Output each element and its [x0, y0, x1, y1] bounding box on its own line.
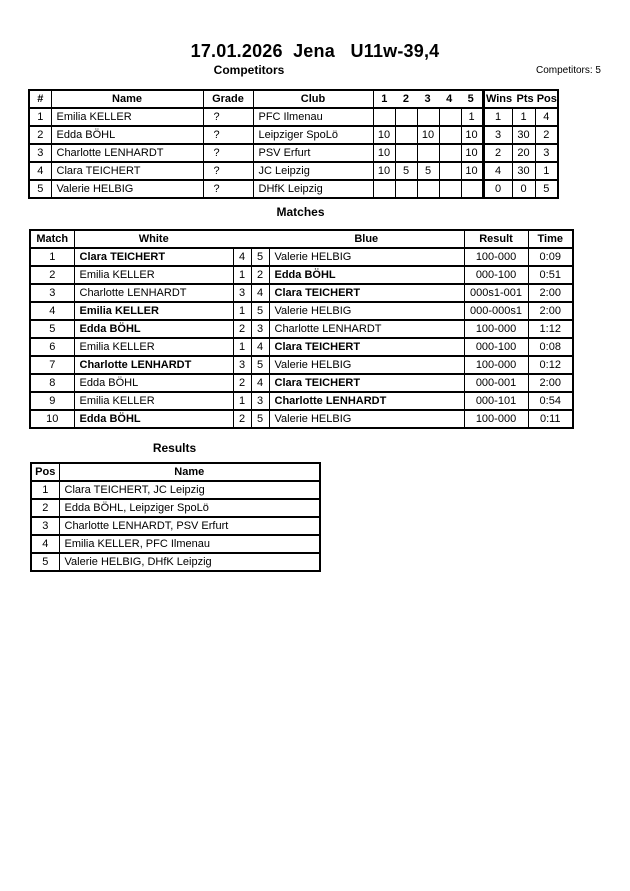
match-time: 0:51 [528, 266, 573, 284]
round-header: 3 [424, 93, 431, 105]
competitors-table [28, 89, 559, 199]
result-pos: 3 [31, 517, 59, 535]
match-time: 0:08 [528, 338, 573, 356]
match-result: 100-000 [464, 248, 528, 266]
competitor-wins: 0 [483, 180, 512, 198]
score-cell [395, 126, 417, 144]
round-header: 1 [381, 93, 388, 105]
score-cell: 10 [373, 144, 395, 162]
white-competitor-id: 3 [233, 284, 251, 302]
score-cell [373, 108, 395, 126]
match-number: 1 [30, 248, 74, 266]
score-cell [417, 144, 439, 162]
competitor-club: DHfK Leipzig [253, 180, 373, 198]
score-cell: 10 [373, 162, 395, 180]
match-result: 000s1-001 [464, 284, 528, 302]
matches-header-row [30, 230, 573, 248]
score-cell [395, 144, 417, 162]
competitor-pos: 2 [535, 126, 558, 144]
competitor-pos: 4 [535, 108, 558, 126]
competitor-club: PSV Erfurt [253, 144, 373, 162]
result-name: Emilia KELLER, PFC Ilmenau [59, 535, 320, 553]
blue-competitor-name: Valerie HELBIG [269, 248, 464, 266]
blue-competitor-id: 5 [251, 356, 269, 374]
competitor-pts: 20 [512, 144, 535, 162]
white-competitor-id: 3 [233, 356, 251, 374]
match-number: 9 [30, 392, 74, 410]
match-time: 2:00 [528, 302, 573, 320]
competitor-pts: 0 [512, 180, 535, 198]
col-header-ids [233, 230, 269, 248]
blue-competitor-id: 4 [251, 374, 269, 392]
result-row [31, 517, 320, 535]
match-time: 0:12 [528, 356, 573, 374]
col-header-points-group [483, 90, 558, 108]
score-cell: 5 [417, 162, 439, 180]
white-competitor-name: Edda BÖHL [74, 374, 233, 392]
col-header-time: Time [528, 230, 573, 248]
score-cell: 10 [461, 126, 483, 144]
match-row [30, 248, 573, 266]
competitor-club: PFC Ilmenau [253, 108, 373, 126]
competitor-pos: 1 [535, 162, 558, 180]
white-competitor-id: 1 [233, 338, 251, 356]
result-row [31, 553, 320, 571]
blue-competitor-name: Valerie HELBIG [269, 356, 464, 374]
competitor-row [29, 144, 558, 162]
match-number: 8 [30, 374, 74, 392]
result-pos: 4 [31, 535, 59, 553]
blue-competitor-name: Charlotte LENHARDT [269, 392, 464, 410]
blue-competitor-id: 2 [251, 266, 269, 284]
score-cell: 5 [395, 162, 417, 180]
result-pos: 2 [31, 499, 59, 517]
page-title: 17.01.2026 Jena U11w-39,4 [190, 41, 440, 61]
competitor-row [29, 180, 558, 198]
blue-competitor-id: 5 [251, 302, 269, 320]
match-row [30, 266, 573, 284]
competitor-name: Charlotte LENHARDT [51, 144, 203, 162]
score-cell: 10 [373, 126, 395, 144]
match-row [30, 338, 573, 356]
blue-competitor-name: Clara TEICHERT [269, 338, 464, 356]
col-header-blue: Blue [269, 230, 464, 248]
white-competitor-id: 1 [233, 302, 251, 320]
blue-competitor-id: 5 [251, 248, 269, 266]
competitor-pts: 1 [512, 108, 535, 126]
competitor-name: Edda BÖHL [51, 126, 203, 144]
match-number: 4 [30, 302, 74, 320]
competitor-row [29, 162, 558, 180]
round-header: 4 [446, 93, 453, 105]
competitor-pos: 5 [535, 180, 558, 198]
score-cell: 10 [461, 162, 483, 180]
competitor-grade: ? [203, 126, 253, 144]
match-time: 0:54 [528, 392, 573, 410]
blue-competitor-name: Charlotte LENHARDT [269, 320, 464, 338]
score-cell [439, 180, 461, 198]
result-name: Valerie HELBIG, DHfK Leipzig [59, 553, 320, 571]
match-row [30, 392, 573, 410]
results-header-row [31, 463, 320, 481]
competitor-club: Leipziger SpoLö [253, 126, 373, 144]
competitor-grade: ? [203, 180, 253, 198]
blue-competitor-name: Clara TEICHERT [269, 284, 464, 302]
competitor-row [29, 126, 558, 144]
white-competitor-id: 2 [233, 374, 251, 392]
competitors-section-heading: Competitors [213, 63, 285, 77]
competitor-pts: 30 [512, 162, 535, 180]
match-row [30, 320, 573, 338]
white-competitor-id: 2 [233, 410, 251, 428]
white-competitor-name: Edda BÖHL [74, 320, 233, 338]
white-competitor-name: Edda BÖHL [74, 410, 233, 428]
white-competitor-name: Charlotte LENHARDT [74, 356, 233, 374]
result-name: Charlotte LENHARDT, PSV Erfurt [59, 517, 320, 535]
score-cell [439, 126, 461, 144]
col-header-white: White [74, 230, 233, 248]
round-header: 2 [402, 93, 409, 105]
competitors-count-label: Competitors: 5 [535, 65, 601, 76]
score-cell [461, 180, 483, 198]
score-cell [439, 144, 461, 162]
match-number: 10 [30, 410, 74, 428]
blue-competitor-name: Edda BÖHL [269, 266, 464, 284]
competitor-wins: 3 [483, 126, 512, 144]
col-header-number: # [29, 90, 51, 108]
score-cell: 10 [417, 126, 439, 144]
white-competitor-id: 4 [233, 248, 251, 266]
match-row [30, 410, 573, 428]
match-row [30, 302, 573, 320]
match-number: 7 [30, 356, 74, 374]
result-name: Edda BÖHL, Leipziger SpoLö [59, 499, 320, 517]
match-time: 0:09 [528, 248, 573, 266]
blue-competitor-id: 3 [251, 392, 269, 410]
blue-competitor-name: Clara TEICHERT [269, 374, 464, 392]
white-competitor-name: Emilia KELLER [74, 266, 233, 284]
match-result: 000-100 [464, 266, 528, 284]
match-number: 2 [30, 266, 74, 284]
col-header-pos: Pos [536, 93, 557, 105]
competitor-row [29, 108, 558, 126]
blue-competitor-name: Valerie HELBIG [269, 302, 464, 320]
competitor-number: 2 [29, 126, 51, 144]
match-result: 000-101 [464, 392, 528, 410]
match-time: 2:00 [528, 374, 573, 392]
col-header-name: Name [59, 463, 320, 481]
result-name: Clara TEICHERT, JC Leipzig [59, 481, 320, 499]
match-number: 5 [30, 320, 74, 338]
competitor-name: Valerie HELBIG [51, 180, 203, 198]
results-table [30, 462, 321, 572]
match-row [30, 284, 573, 302]
blue-competitor-id: 5 [251, 410, 269, 428]
score-cell [439, 162, 461, 180]
score-cell [395, 180, 417, 198]
white-competitor-id: 1 [233, 392, 251, 410]
competitor-name: Clara TEICHERT [51, 162, 203, 180]
competitor-pts: 30 [512, 126, 535, 144]
match-result: 100-000 [464, 356, 528, 374]
competitor-wins: 2 [483, 144, 512, 162]
score-cell [373, 180, 395, 198]
score-cell: 1 [461, 108, 483, 126]
result-row [31, 481, 320, 499]
match-number: 6 [30, 338, 74, 356]
matches-section-heading: Matches [276, 205, 325, 219]
white-competitor-name: Emilia KELLER [74, 302, 233, 320]
competitor-club: JC Leipzig [253, 162, 373, 180]
match-result: 000-000s1 [464, 302, 528, 320]
col-header-grade: Grade [203, 90, 253, 108]
col-header-club: Club [253, 90, 373, 108]
score-cell [417, 108, 439, 126]
white-competitor-name: Charlotte LENHARDT [74, 284, 233, 302]
white-competitor-id: 1 [233, 266, 251, 284]
result-pos: 5 [31, 553, 59, 571]
competitor-number: 3 [29, 144, 51, 162]
score-cell [439, 108, 461, 126]
match-result: 000-001 [464, 374, 528, 392]
match-result: 100-000 [464, 320, 528, 338]
match-time: 2:00 [528, 284, 573, 302]
competitor-number: 1 [29, 108, 51, 126]
col-header-wins: Wins [485, 93, 513, 105]
competitor-wins: 4 [483, 162, 512, 180]
result-pos: 1 [31, 481, 59, 499]
score-cell [395, 108, 417, 126]
round-header: 5 [467, 93, 474, 105]
white-competitor-name: Clara TEICHERT [74, 248, 233, 266]
competitors-header-row [29, 90, 558, 108]
blue-competitor-id: 4 [251, 338, 269, 356]
blue-competitor-name: Valerie HELBIG [269, 410, 464, 428]
result-row [31, 535, 320, 553]
col-header-result: Result [464, 230, 528, 248]
white-competitor-name: Emilia KELLER [74, 338, 233, 356]
competitor-number: 4 [29, 162, 51, 180]
white-competitor-id: 2 [233, 320, 251, 338]
match-time: 1:12 [528, 320, 573, 338]
results-section-heading: Results [152, 441, 197, 455]
match-time: 0:11 [528, 410, 573, 428]
col-header-pts: Pts [516, 93, 534, 105]
match-result: 100-000 [464, 410, 528, 428]
blue-competitor-id: 4 [251, 284, 269, 302]
score-cell [417, 180, 439, 198]
col-header-pos: Pos [31, 463, 59, 481]
col-header-name: Name [51, 90, 203, 108]
competitor-number: 5 [29, 180, 51, 198]
match-number: 3 [30, 284, 74, 302]
matches-table [29, 229, 574, 429]
match-row [30, 374, 573, 392]
competitor-grade: ? [203, 144, 253, 162]
match-result: 000-100 [464, 338, 528, 356]
competitor-wins: 1 [483, 108, 512, 126]
col-header-match: Match [30, 230, 74, 248]
blue-competitor-id: 3 [251, 320, 269, 338]
match-row [30, 356, 573, 374]
col-header-rounds [373, 90, 483, 108]
competitor-grade: ? [203, 162, 253, 180]
competitor-name: Emilia KELLER [51, 108, 203, 126]
competitor-grade: ? [203, 108, 253, 126]
result-row [31, 499, 320, 517]
score-cell: 10 [461, 144, 483, 162]
white-competitor-name: Emilia KELLER [74, 392, 233, 410]
competitor-pos: 3 [535, 144, 558, 162]
